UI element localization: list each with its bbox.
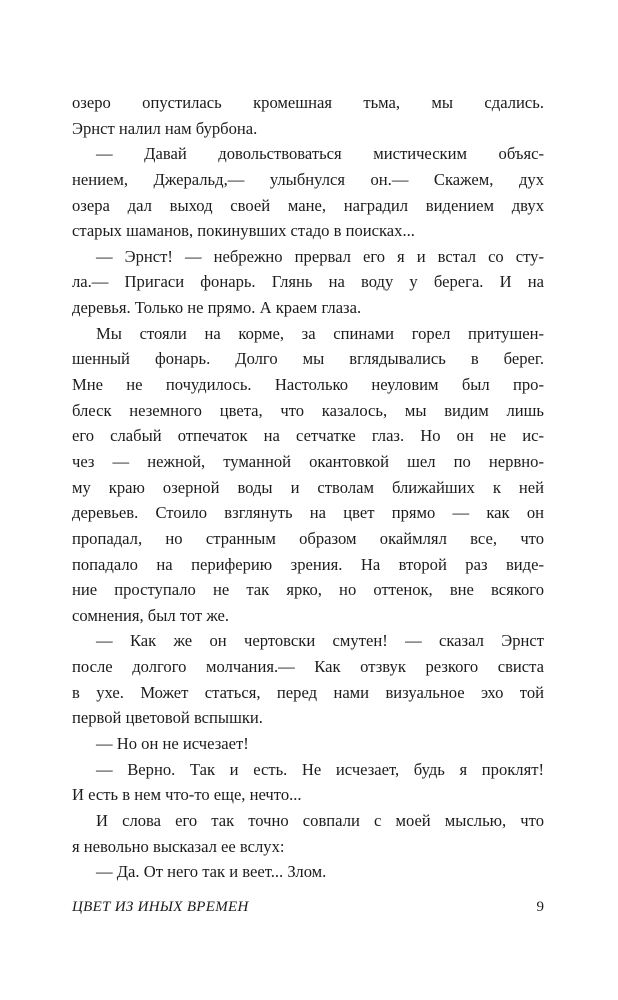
text-line: после долгого молчания.— Как отзвук резкого свиста: [72, 657, 544, 677]
page-number: 9: [536, 899, 544, 915]
text-line: блеск неземного цвета, что казалось, мы видим лишь: [72, 400, 544, 420]
text-line: озеро опустилась кромешная тьма, мы сдались.: [72, 93, 544, 112]
text-line: шенный фонарь. Долго мы вглядывались в берег.: [72, 349, 544, 369]
text-line: — Верно. Так и есть. Не исчезает, будь я проклят!: [96, 759, 544, 779]
text-line: сомнения, был тот же.: [72, 605, 230, 625]
text-line: ла.— Пригаси фонарь. Глянь на воду у берега. И на: [72, 272, 544, 292]
text-line: чез — нежной, туманной окантовкой шел по нервно-: [72, 451, 544, 471]
page-body-text: [72, 90, 544, 885]
text-line: Мне не почудилось. Настолько неуловим был про-: [72, 375, 544, 395]
running-title: ЦВЕТ ИЗ ИНЫХ ВРЕМЕН: [72, 899, 249, 915]
text-line: старых шаманов, покинувших стадо в поисках...: [72, 221, 415, 241]
text-line: ние проступало не так ярко, но оттенок, вне всякого: [72, 580, 544, 600]
text-line: нением, Джеральд,— улыбнулся он.— Скажем, дух: [72, 169, 544, 189]
text-line: И слова его так точно совпали с моей мыслью, что: [96, 810, 544, 830]
text-line: И есть в нем что-то еще, нечто...: [72, 785, 302, 805]
text-line: му краю озерной воды и стволам ближайших к ней: [72, 477, 544, 497]
text-line: я невольно высказал ее вслух:: [72, 836, 285, 856]
text-line: попадало на периферию зрения. На второй раз виде-: [72, 554, 544, 574]
text-line: первой цветовой вспышки.: [72, 708, 263, 728]
text-line: — Эрнст! — небрежно прервал его я и встал со сту-: [96, 246, 544, 266]
text-line: его слабый отпечаток на сетчатке глаз. Но он не ис-: [72, 426, 544, 446]
text-line: Мы стояли на корме, за спинами горел притушен-: [96, 323, 544, 343]
text-line: в ухе. Может статься, перед нами визуальное эхо той: [72, 682, 544, 702]
page-footer: [72, 895, 544, 919]
text-line: — Давай довольствоваться мистическим объяс-: [96, 144, 544, 164]
text-line: — Да. От него так и веет... Злом.: [96, 862, 327, 882]
text-line: Эрнст налил нам бурбона.: [72, 118, 258, 138]
text-line: — Как же он чертовски смутен! — сказал Эрнст: [96, 631, 544, 651]
text-line: деревья. Только не прямо. А краем глаза.: [72, 298, 362, 318]
text-line: пропадал, но странным образом окаймлял все, что: [72, 528, 544, 548]
text-line: деревьев. Стоило взглянуть на цвет прямо — как он: [72, 503, 544, 523]
text-line: — Но он не исчезает!: [96, 734, 249, 754]
text-line: озера дал выход своей мане, наградил видением двух: [72, 195, 544, 215]
